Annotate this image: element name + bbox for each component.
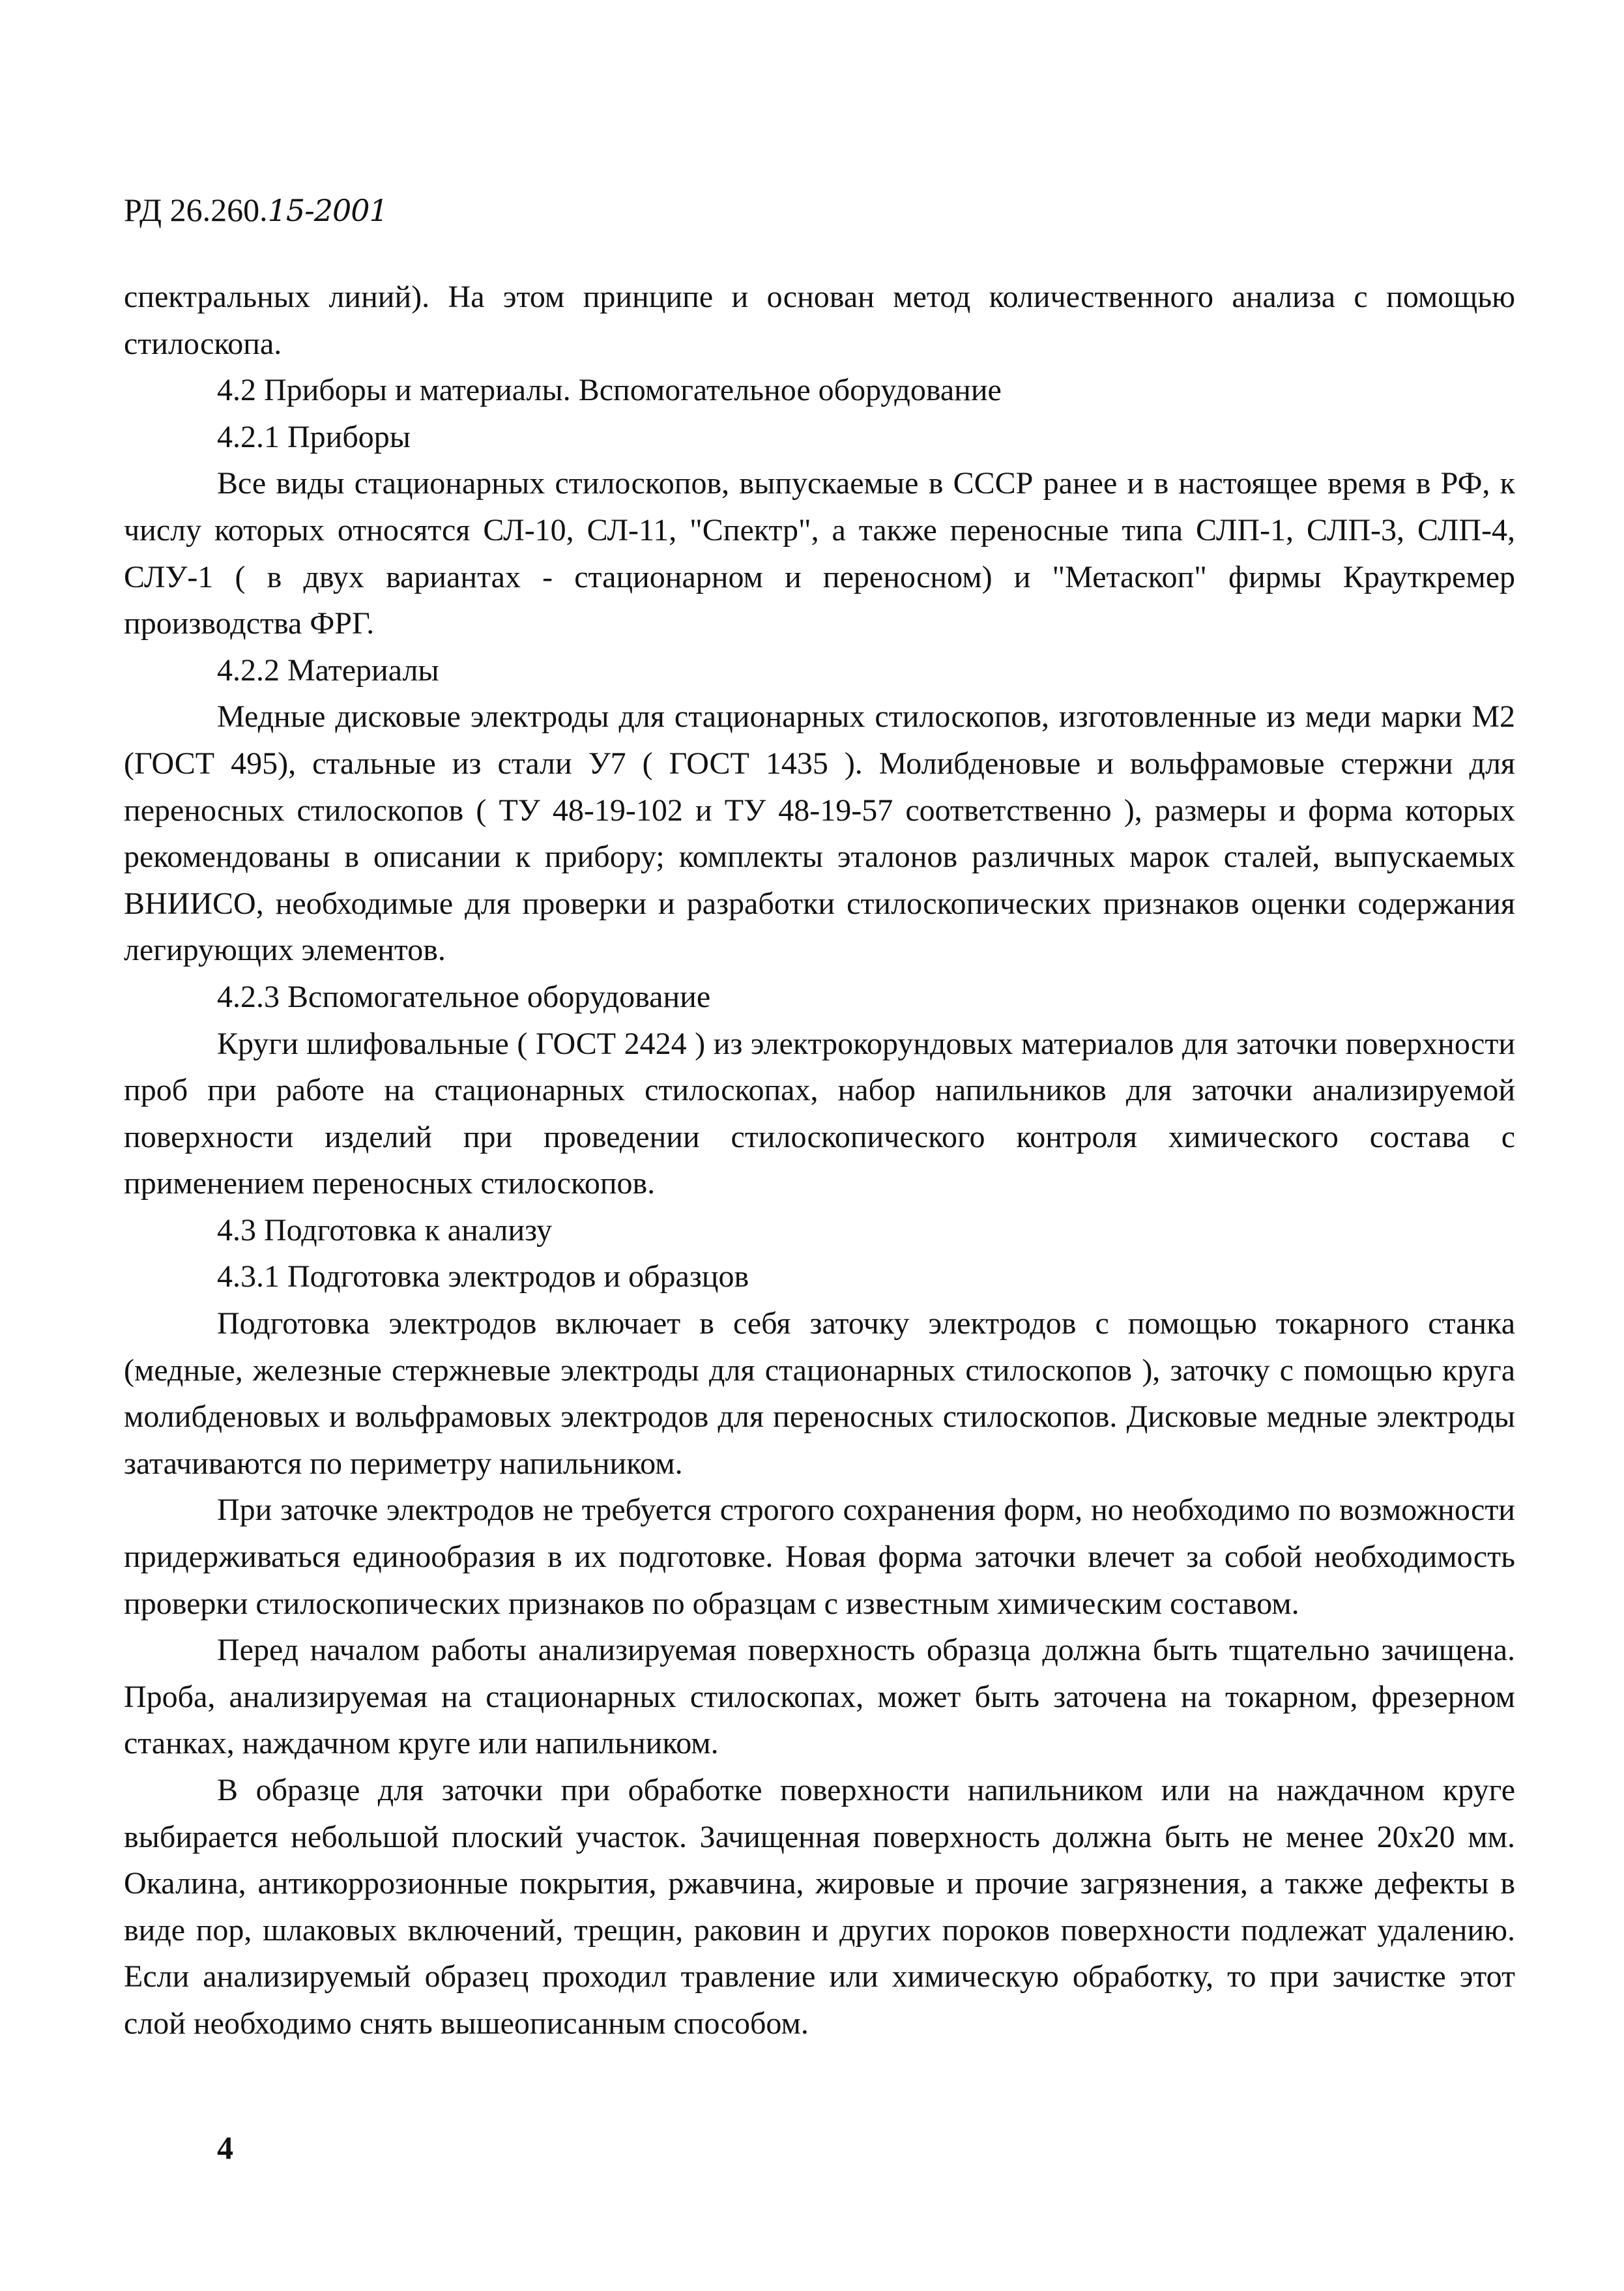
paragraph-aux-equipment: Круги шлифовальные ( ГОСТ 2424 ) из электрокорундовых материалов для заточки поверхности проб при работе на стационарных стилоскопах, набор напильников для заточки анализируемой поверхности изделий при проведении стилоскопического контроля химического состава с применением переносных стилоскопов.: [124, 1026, 1515, 1201]
paragraph-surface-cleaning: Перед началом работы анализируемая поверхность образца должна быть тщательно зачищена. Проба, анализируемая на стационарных стилоскопах, может быть заточена на токарном, фрезерном станках, наждачном круге или напильником.: [124, 1633, 1515, 1761]
section-heading-4-2: 4.2 Приборы и материалы. Вспомогательное оборудование: [217, 373, 1002, 408]
paragraph-sharpening: При заточке электродов не требуется строгого сохранения форм, но необходимо по возможности придерживаться единообразия в их подготовке. Новая форма заточки влечет за собой необходимость проверки стилоскопических признаков по образцам с известным химическим составом.: [124, 1493, 1515, 1621]
paragraph-sample-area: В образце для заточки при обработке поверхности напильником или на наждачном круге выбирается небольшой плоский участок. Зачищенная поверхность должна быть не менее 20х20 мм. Окалина, антикоррозионные покрытия, ржавчина, жировые и прочие загрязнения, а также дефекты в виде пор, шлаковых включений, трещин, раковин и других пороков поверхности подлежат удалению. Если анализируемый образец проходил травление или химическую обработку, то при зачистке этот слой необходимо снять вышеописанным способом.: [124, 1773, 1515, 2041]
section-heading-4-2-1: 4.2.1 Приборы: [217, 419, 411, 454]
paragraph-materials: Медные дисковые электроды для стационарных стилоскопов, изготовленные из меди марки М2 (ГОСТ 495), стальные из стали У7 ( ГОСТ 1435 ). Молибденовые и вольфрамовые стержни для переносных стилоскопов ( ТУ 48-19-102 и ТУ 48-19-57 соответственно ), размеры и форма которых рекомендованы в описании к прибору; комплекты эталонов различных марок сталей, выпускаемых ВНИИСО, необходимые для проверки и разработки стилоскопических признаков оценки содержания легирующих элементов.: [124, 699, 1515, 968]
section-heading-4-3-1: 4.3.1 Подготовка электродов и образцов: [217, 1259, 749, 1294]
section-heading-4-2-2: 4.2.2 Материалы: [217, 652, 439, 688]
body-text: [124, 274, 1515, 2047]
page-number: 4: [217, 2129, 233, 2166]
handwritten-suffix: 15-2001: [267, 193, 388, 228]
document-header: [124, 190, 388, 230]
paragraph-instruments: Все виды стационарных стилоскопов, выпускаемые в СССР ранее и в настоящее время в РФ, к числу которых относятся СЛ-10, СЛ-11, "Спектр", а также переносные типа СЛП-1, СЛП-3, СЛП-4, СЛУ-1 ( в двух вариантах - стационарном и переносном) и "Метаскоп" фирмы Крауткремер производства ФРГ.: [124, 466, 1515, 641]
section-heading-4-2-3: 4.2.3 Вспомогательное оборудование: [217, 979, 711, 1014]
paragraph-electrode-prep: Подготовка электродов включает в себя заточку электродов с помощью токарного станка (медные, железные стержневые электроды для стационарных стилоскопов ), заточку с помощью круга молибденовых и вольфрамовых электродов для переносных стилоскопов. Дисковые медные электроды затачиваются по периметру напильником.: [124, 1306, 1515, 1481]
section-heading-4-3: 4.3 Подготовка к анализу: [217, 1212, 553, 1248]
doc-code: РД 26.260.: [124, 192, 268, 228]
paragraph-continuation: спектральных линий). На этом принципе и основан метод количественного анализа с помощью стилоскопа.: [124, 280, 1515, 361]
